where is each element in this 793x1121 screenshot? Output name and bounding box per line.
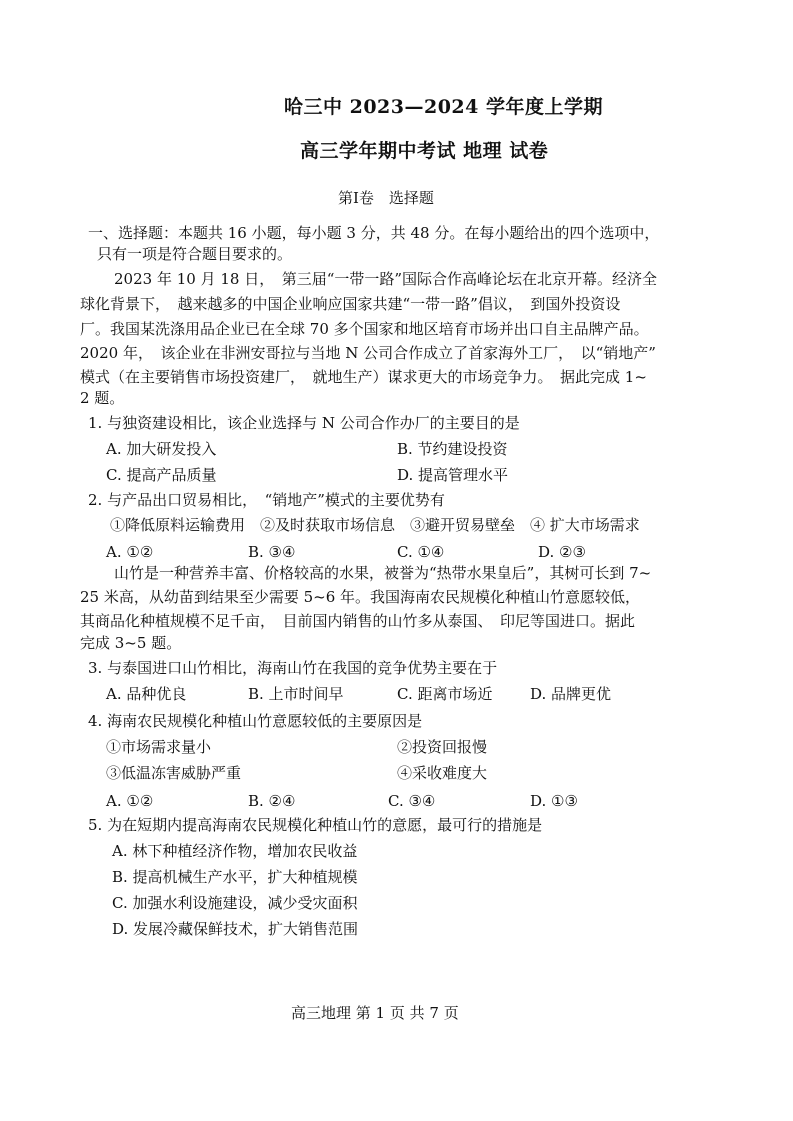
q1-option-c: C. 提高产品质量 [106,466,217,484]
q4-item-3: ③低温冻害威胁严重 [106,764,242,782]
q2-option-a: A. ①② [106,543,154,561]
passage1-line: 2020 年， 该企业在非洲安哥拉与当地 N 公司合作成立了首家海外工厂， 以“销地产” [80,344,656,362]
q3-option-c: C. 距离市场近 [397,685,493,703]
passage2-line: 25 米高，从幼苗到结果至少需要 5~6 年。我国海南农民规模化种植山竹意愿较低， [80,588,641,606]
passage1-line: 2023 年 10 月 18 日， 第三届“一带一路”国际合作高峰论坛在北京开幕。经济全 [114,270,658,288]
passage1-line: 模式（在主要销售市场投资建厂， 就地生产）谋求更大的市场竞争力。 据此完成 1~ [80,368,647,386]
q4-item-4: ④采收难度大 [397,764,488,782]
question-5-stem: 5. 为在短期内提高海南农民规模化种植山竹的意愿，最可行的措施是 [88,816,543,834]
passage1-line: 厂。我国某洗涤用品企业已在全球 70 多个国家和地区培育市场并出口自主品牌产品。 [80,320,649,338]
q5-option-d: D. 发展冷藏保鲜技术，扩大销售范围 [112,920,359,938]
passage2-line: 完成 3~5 题。 [80,634,182,652]
q2-option-b: B. ③④ [248,543,296,561]
q4-item-1: ①市场需求量小 [106,738,212,756]
question-1-stem: 1. 与独资建设相比，该企业选择与 N 公司合作办厂的主要目的是 [88,414,520,432]
page-footer: 高三地理 第 1 页 共 7 页 [291,1004,459,1022]
q2-option-d: D. ②③ [538,543,586,561]
q1-option-d: D. 提高管理水平 [397,466,509,484]
question-3-stem: 3. 与泰国进口山竹相比，海南山竹在我国的竞争优势主要在于 [88,659,498,677]
instructions-line-1: 一、选择题：本题共 16 小题，每小题 3 分，共 48 分。在每小题给出的四个选项中， [88,224,660,242]
q2-option-c: C. ①④ [397,543,445,561]
q4-option-d: D. ①③ [530,792,578,810]
passage2-line: 其商品化种植规模不足千亩， 目前国内销售的山竹多从泰国、 印尼等国进口。据此 [80,612,636,630]
q5-option-c: C. 加强水利设施建设，减少受灾面积 [112,894,358,912]
q3-option-b: B. 上市时间早 [248,685,344,703]
question-4-stem: 4. 海南农民规模化种植山竹意愿较低的主要原因是 [88,712,423,730]
q4-option-c: C. ③④ [388,792,436,810]
q1-option-b: B. 节约建设投资 [397,440,508,458]
q4-item-2: ②投资回报慢 [397,738,488,756]
q4-option-a: A. ①② [106,792,154,810]
q4-option-b: B. ②④ [248,792,296,810]
q3-option-a: A. 品种优良 [106,685,187,703]
q1-option-a: A. 加大研发投入 [106,440,217,458]
passage2-line: 山竹是一种营养丰富、价格较高的水果，被誉为“热带水果皇后”，其树可长到 7~ [114,564,652,582]
exam-subtitle: 高三学年期中考试 地理 试卷 [300,140,549,162]
q5-option-a: A. 林下种植经济作物，增加农民收益 [112,842,358,860]
question-2-stem: 2. 与产品出口贸易相比， “销地产”模式的主要优势有 [88,491,445,509]
instructions-line-2: 只有一项是符合题目要求的。 [97,245,293,263]
q5-option-b: B. 提高机械生产水平，扩大种植规模 [112,868,358,886]
exam-title: 哈三中 2023—2024 学年度上学期 [284,96,603,118]
passage1-line: 2 题。 [80,389,125,407]
q2-items: ①降低原料运输费用 ②及时获取市场信息 ③避开贸易壁垒 ④ 扩大市场需求 [110,516,640,534]
part-label: 第Ⅰ卷 选择题 [338,189,434,207]
q3-option-d: D. 品牌更优 [530,685,612,703]
passage1-line: 球化背景下， 越来越多的中国企业响应国家共建“一带一路”倡议， 到国外投资设 [80,295,621,313]
